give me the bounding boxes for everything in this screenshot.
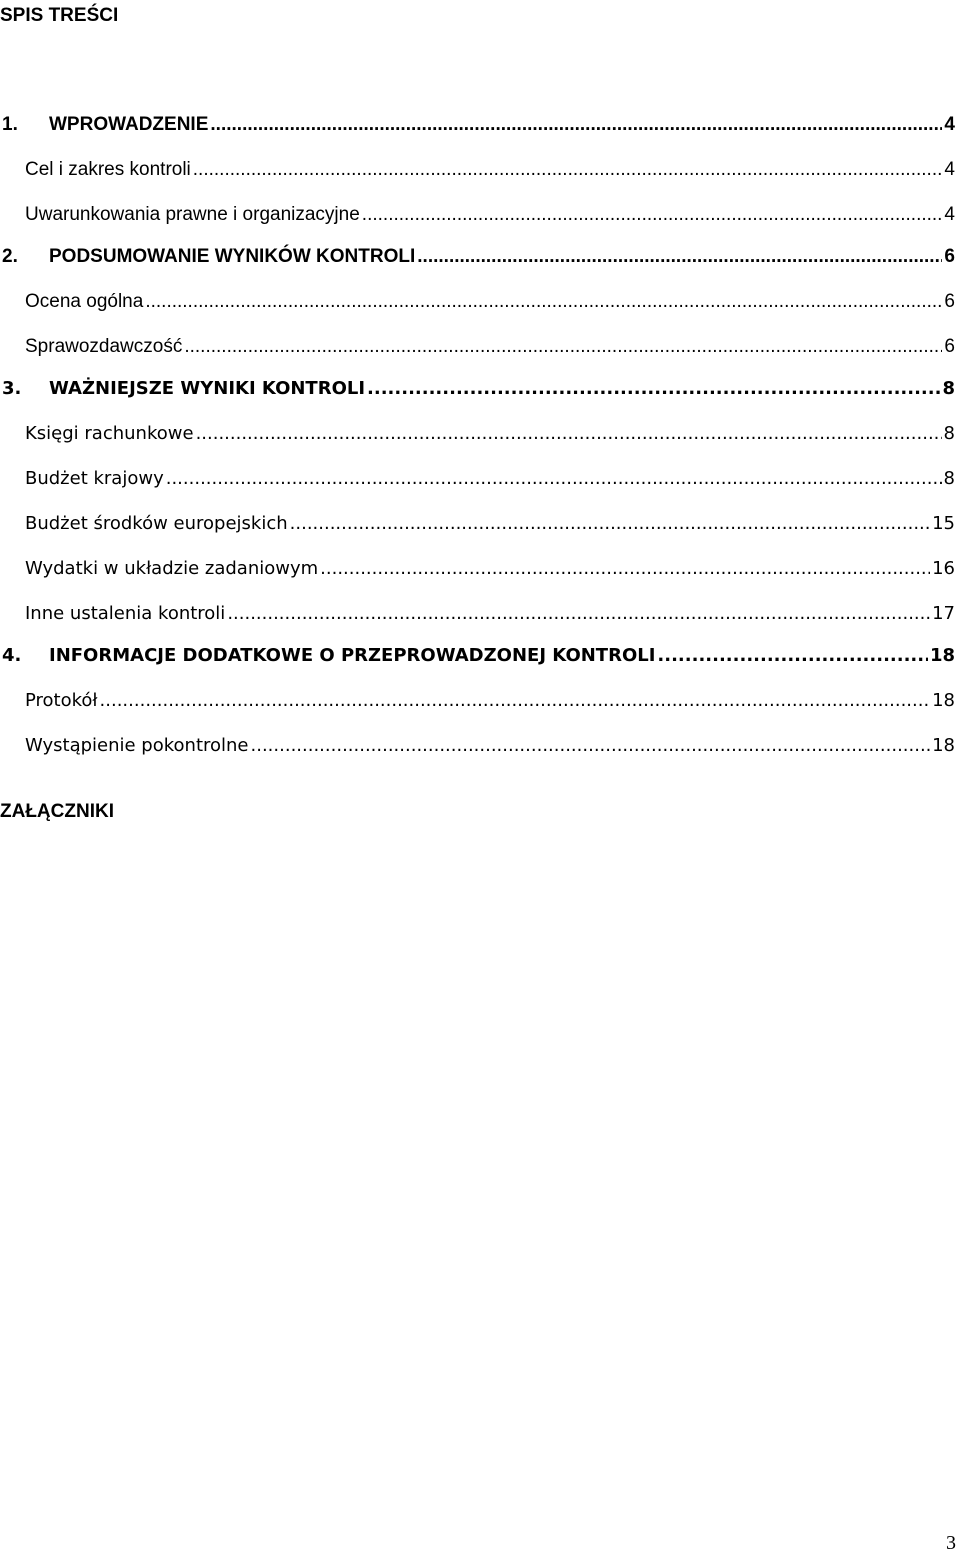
toc-entry-inne-ustalenia-kontroli[interactable] (0, 582, 955, 627)
toc-entry-wprowadzenie[interactable] (0, 96, 955, 138)
toc-entry-label: Księgi rachunkowe (25, 423, 194, 444)
toc-entry-cel-i-zakres[interactable] (0, 138, 955, 183)
toc-entry-label: PODSUMOWANIE WYNIKÓW KONTROLI (49, 246, 416, 267)
toc-entry-label: Sprawozdawczość (25, 336, 183, 357)
toc-entry-number: 4. (2, 645, 22, 666)
toc-entry-podsumowanie[interactable] (0, 228, 955, 270)
toc-entry-label: Protokół (25, 690, 98, 711)
toc-dot-leader (100, 688, 931, 714)
page-title: SPIS TREŚCI (0, 5, 119, 26)
toc-entry-label: Uwarunkowania prawne i organizacyjne (25, 204, 360, 225)
toc-dot-leader (320, 556, 930, 582)
toc-entry-page: 8 (943, 423, 955, 444)
toc-entry-number: 1. (2, 114, 18, 135)
toc-entry-label: WAŻNIEJSZE WYNIKI KONTROLI (49, 378, 366, 399)
toc-entry-ocena-ogolna[interactable] (0, 270, 955, 315)
toc-entry-budzet-krajowy[interactable] (0, 447, 955, 492)
toc-entry-page: 4 (944, 114, 955, 135)
toc-entry-label: Budżet krajowy (25, 468, 164, 489)
toc-entry-page: 17 (932, 603, 955, 624)
toc-dot-leader (362, 202, 943, 228)
toc-entry-page: 6 (944, 291, 955, 312)
toc-entry-budzet-srodkow-europejskich[interactable] (0, 492, 955, 537)
toc-entry-page: 4 (944, 159, 955, 180)
toc-entry-label: Wydatki w układzie zadaniowym (25, 558, 319, 579)
toc-dot-leader (657, 643, 928, 669)
toc-entry-page: 18 (929, 645, 955, 666)
toc-entry-label: Budżet środków europejskich (25, 513, 288, 534)
toc-dot-leader (193, 157, 943, 183)
toc-entry-label: Cel i zakres kontroli (25, 159, 191, 180)
toc-entry-number: 3. (2, 378, 22, 399)
toc-dot-leader (210, 112, 942, 138)
toc-dot-leader (251, 733, 931, 759)
toc-dot-leader (184, 334, 942, 360)
toc-entry-label: Ocena ogólna (25, 291, 144, 312)
toc-entry-protokol[interactable] (0, 669, 955, 714)
table-of-contents (0, 96, 955, 759)
toc-entry-label: WPROWADZENIE (49, 114, 209, 135)
toc-entry-label: Inne ustalenia kontroli (25, 603, 226, 624)
toc-dot-leader (227, 601, 930, 627)
toc-entry-page: 4 (944, 204, 955, 225)
toc-entry-page: 6 (944, 246, 955, 267)
toc-dot-leader (290, 511, 930, 537)
toc-entry-uwarunkowania[interactable] (0, 183, 955, 228)
toc-entry-wystapienie-pokontrolne[interactable] (0, 714, 955, 759)
attachments-heading: ZAŁĄCZNIKI (0, 801, 114, 822)
toc-entry-page: 18 (932, 735, 955, 756)
toc-entry-page: 18 (932, 690, 955, 711)
toc-entry-label: Wystąpienie pokontrolne (25, 735, 249, 756)
toc-entry-page: 6 (944, 336, 955, 357)
toc-entry-page: 8 (942, 378, 955, 399)
toc-dot-leader (145, 289, 942, 315)
toc-dot-leader (367, 376, 940, 402)
toc-dot-leader (196, 421, 942, 447)
page-number: 3 (946, 1532, 956, 1554)
toc-entry-ksiegi-rachunkowe[interactable] (0, 402, 955, 447)
toc-entry-wydatki-w-ukladzie-zadaniowym[interactable] (0, 537, 955, 582)
toc-dot-leader (417, 244, 942, 270)
toc-entry-label: INFORMACJE DODATKOWE O PRZEPROWADZONEJ KONTROLI (49, 645, 656, 666)
toc-entry-page: 15 (932, 513, 955, 534)
toc-dot-leader (166, 466, 942, 492)
toc-entry-informacje-dodatkowe[interactable] (0, 627, 955, 669)
toc-entry-sprawozdawczosc[interactable] (0, 315, 955, 360)
toc-entry-wazniejsze-wyniki[interactable] (0, 360, 955, 402)
toc-entry-page: 16 (932, 558, 955, 579)
toc-entry-number: 2. (2, 246, 18, 267)
toc-entry-page: 8 (943, 468, 955, 489)
